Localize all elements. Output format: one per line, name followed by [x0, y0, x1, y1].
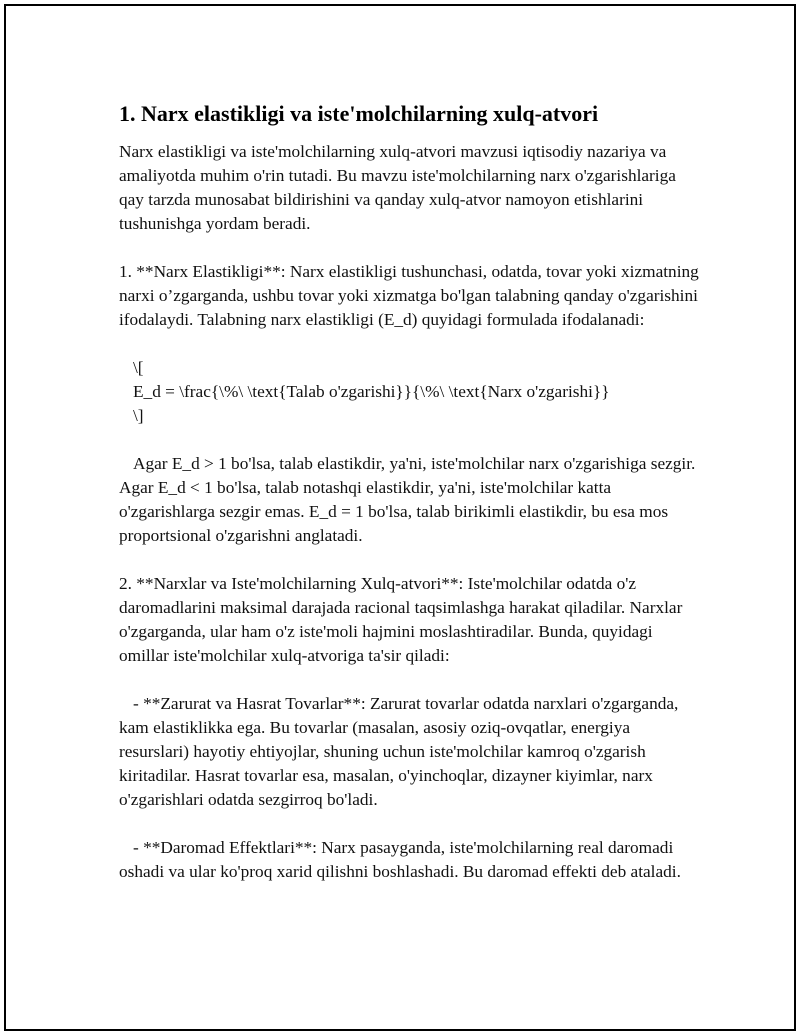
bullet-1-paragraph	[119, 692, 699, 812]
paragraph-spacer	[119, 668, 699, 692]
paragraph-spacer	[119, 548, 699, 572]
section-1-note-text: Agar E_d > 1 bo'lsa, talab elastikdir, ya'ni, iste'molchilar narx o'zgarishiga sezgir. Agar E_d < 1 bo'lsa, talab notashqi elastikdir, ya'ni, iste'molchilar katta o'zgarishlarga sezgir emas. E_d = 1 bo'lsa, talab birikimli elastikdir, bu esa mos proportsional o'zgarishni anglatadi.	[119, 454, 699, 545]
document-title: 1. Narx elastikligi va iste'molchilarning xulq-atvori	[119, 101, 599, 126]
document-page	[4, 4, 796, 1031]
bullet-2-text: - **Daromad Effektlari**: Narx pasayganda, iste'molchilarning real daromadi oshadi va ular ko'proq xarid qilishni boshlashadi. Bu daromad effekti deb ataladi.	[119, 838, 681, 881]
section-1-note-paragraph	[119, 452, 699, 548]
section-2-paragraph: 2. **Narxlar va Iste'molchilarning Xulq-atvori**: Iste'molchilar odatda o'z daromadlarini maksimal darajada racional taqsimlashga harakat qiladilar. Narxlar o'zgarganda, ular ham o'z iste'moli hajmini moslashtiradilar. Bunda, quyidagi omillar iste'molchilar xulq-atvoriga ta'sir qiladi:	[119, 574, 687, 665]
bullet-1-text: - **Zarurat va Hasrat Tovarlar**: Zarurat tovarlar odatda narxlari o'zgarganda, kam elastiklikka ega. Bu tovarlar (masalan, asosiy oziq-ovqatlar, energiya resurslari) hayotiy ehtiyojlar, shuning uchun iste'molchilar kamroq o'zgarish kiritadilar. Hasrat tovarlar esa, masalan, o'yinchoqlar, dizayner kiyimlar, narx o'zgarishlari odatda sezgirroq bo'ladi.	[119, 694, 683, 809]
formula-close-line: \]	[133, 406, 144, 425]
paragraph-spacer	[119, 812, 699, 836]
paragraph-spacer	[119, 332, 699, 356]
document-content	[119, 91, 704, 884]
paragraph-spacer	[119, 428, 699, 452]
section-1-paragraph: 1. **Narx Elastikligi**: Narx elastikligi tushunchasi, odatda, tovar yoki xizmatning narxi o’zgarganda, ushbu tovar yoki xizmatga bo'lgan talabning qanday o'zgarishini ifodalaydi. Talabning narx elastikligi (E_d) quyidagi formulada ifodalanadi:	[119, 262, 704, 329]
intro-paragraph: Narx elastikligi va iste'molchilarning xulq-atvori mavzusi iqtisodiy nazariya va amaliyotda muhim o'rin tutadi. Bu mavzu iste'molchilarning narx o'zgarishlariga qay tarzda munosabat bildirishini va qanday xulq-atvor namoyon etishlarini tushunishga yordam beradi.	[119, 142, 681, 233]
formula-open-line: \[	[133, 358, 144, 377]
paragraph-spacer	[119, 236, 699, 260]
bullet-2-paragraph	[119, 836, 699, 884]
formula-body-line: E_d = \frac{\%\ \text{Talab o'zgarishi}}{\%\ \text{Narx o'zgarishi}}	[133, 382, 610, 401]
